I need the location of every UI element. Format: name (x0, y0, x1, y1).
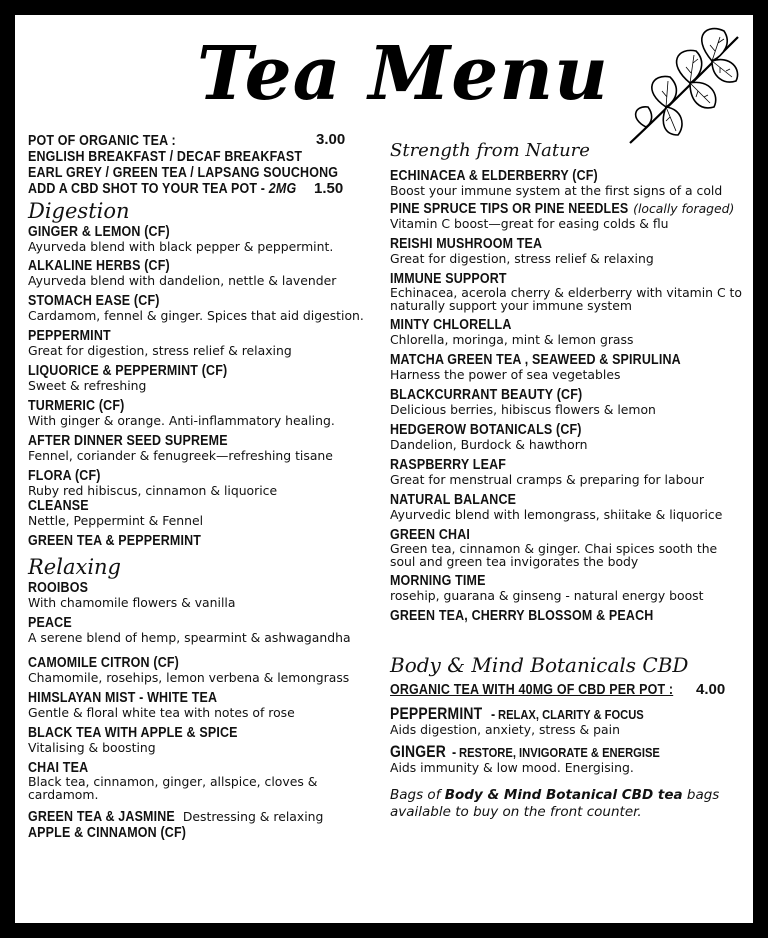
relaxing-item (28, 825, 388, 841)
cbd-shot-row (28, 181, 388, 197)
relaxing-item (28, 725, 388, 755)
relaxing-item (28, 690, 388, 720)
item-note: (locally foraged) (633, 201, 735, 216)
item-name: GINGER (390, 742, 446, 761)
strength-item (390, 387, 746, 417)
item-desc: Aids immunity & low mood. Energising. (390, 760, 634, 775)
item-desc: Cardamom, fennel & ginger. Spices that aid digestion. (28, 308, 364, 323)
item-desc: Nettle, Peppermint & Fennel (28, 513, 204, 528)
item-desc: Aids digestion, anxiety, stress & pain (390, 722, 620, 737)
menu-card (15, 15, 753, 923)
item-desc: Delicious berries, hibiscus flowers & lemon (390, 402, 656, 417)
cbd-shot-label: ADD A CBD SHOT TO YOUR TEA POT - (28, 181, 269, 197)
item-desc: Dandelion, Burdock & hawthorn (390, 437, 588, 452)
note-text: Bags of (390, 787, 445, 803)
organic-pot-line2: EARL GREY / GREEN TEA / LAPSANG SOUCHONG (28, 165, 339, 181)
item-name: GREEN CHAI (390, 527, 471, 543)
menu-title: Tea Menu (197, 31, 609, 117)
relaxing-heading: Relaxing (28, 555, 122, 579)
leaf-branch-icon (620, 25, 745, 150)
item-name: REISHI MUSHROOM TEA (390, 236, 543, 252)
item-desc: Fennel, coriander & fenugreek—refreshing tisane (28, 448, 333, 463)
item-desc: A serene blend of hemp, spearmint & ashwagandha (28, 630, 351, 645)
digestion-item (28, 468, 388, 498)
item-name: TURMERIC (CF) (28, 398, 125, 414)
item-name: MATCHA GREEN TEA , SEAWEED & SPIRULINA (390, 352, 681, 368)
strength-item (390, 457, 746, 487)
cbd-pot-label: ORGANIC TEA WITH 40MG OF CBD PER POT : (390, 682, 674, 698)
item-name: PEACE (28, 615, 72, 631)
strength-item (390, 168, 746, 198)
item-desc: Great for digestion, stress relief & relaxing (28, 343, 292, 358)
item-desc: Green tea, cinnamon & ginger. Chai spices sooth the soul and green tea invigorates the body (390, 541, 718, 569)
cbd-pot-row (390, 682, 746, 698)
strength-item (390, 492, 746, 522)
item-desc: Echinacea, acerola cherry & elderberry with vitamin C to naturally support your immune system (390, 285, 742, 313)
item-name: STOMACH EASE (CF) (28, 293, 160, 309)
digestion-item (28, 328, 388, 358)
item-desc: Great for menstrual cramps & preparing for labour (390, 472, 704, 487)
relaxing-item (28, 655, 388, 685)
strength-item (390, 271, 746, 312)
item-name: PEPPERMINT (390, 704, 483, 723)
digestion-item (28, 398, 388, 428)
note-text-end: bags available to buy on the front counter. (390, 787, 720, 820)
item-name: ROOIBOS (28, 580, 89, 596)
relaxing-item (28, 760, 388, 801)
strength-item (390, 422, 746, 452)
note-bold: Body & Mind Botanical CBD tea (444, 787, 683, 803)
cbd-pot-price: 4.00 (696, 681, 726, 698)
relaxing-item (28, 615, 388, 645)
item-desc: Boost your immune system at the first signs of a cold (390, 183, 723, 198)
item-name: ALKALINE HERBS (CF) (28, 258, 170, 274)
relaxing-item (28, 580, 388, 610)
organic-pot-row (28, 133, 388, 149)
cbd-bags-note (390, 787, 746, 821)
strength-item (390, 198, 746, 231)
digestion-item (28, 433, 388, 463)
item-name: MORNING TIME (390, 573, 486, 589)
cbd-item: PEPPERMINT-RELAX, CLARITY & FOCUS Aids digestion, anxiety, stress & pain (390, 704, 746, 737)
item-desc: Sweet & refreshing (28, 378, 147, 393)
item-name: BLACKCURRANT BEAUTY (CF) (390, 387, 583, 403)
item-desc: Chlorella, moringa, mint & lemon grass (390, 332, 634, 347)
digestion-heading: Digestion (28, 199, 130, 223)
item-name: PINE SPRUCE TIPS OR PINE NEEDLES (390, 201, 629, 217)
item-name: APPLE & CINNAMON (CF) (28, 825, 187, 841)
right-column (390, 140, 746, 821)
item-name: FLORA (CF) (28, 468, 101, 484)
strength-item (390, 317, 746, 347)
item-name: GINGER & LEMON (CF) (28, 224, 170, 240)
item-name: GREEN TEA & JASMINE (28, 809, 175, 825)
item-desc: Vitalising & boosting (28, 740, 156, 755)
item-desc: With ginger & orange. Anti-inflammatory healing. (28, 413, 335, 428)
digestion-item (28, 293, 388, 323)
item-name: NATURAL BALANCE (390, 492, 517, 508)
cbd-heading: Body & Mind Botanicals CBD (390, 653, 689, 677)
item-name: IMMUNE SUPPORT (390, 271, 507, 287)
item-desc: rosehip, guarana & ginseng - natural energy boost (390, 588, 704, 603)
cbd-shot-price: 1.50 (314, 180, 344, 197)
item-desc: Ayurveda blend with dandelion, nettle & lavender (28, 273, 337, 288)
organic-pot-line1: ENGLISH BREAKFAST / DECAF BREAKFAST (28, 149, 303, 165)
item-name: PEPPERMINT (28, 328, 111, 344)
item-desc: Harness the power of sea vegetables (390, 367, 621, 382)
strength-heading: Strength from Nature (390, 140, 590, 161)
item-name: MINTY CHLORELLA (390, 317, 512, 333)
item-name: HIMSLAYAN MIST - WHITE TEA (28, 690, 218, 706)
strength-item (390, 236, 746, 266)
strength-item (390, 352, 746, 382)
item-desc: Ruby red hibiscus, cinnamon & liquorice (28, 483, 278, 498)
item-name: CLEANSE (28, 498, 89, 514)
digestion-item (28, 533, 388, 549)
digestion-item (28, 224, 388, 254)
item-name: CAMOMILE CITRON (CF) (28, 655, 179, 671)
organic-pot-price: 3.00 (316, 131, 346, 148)
digestion-item (28, 498, 388, 528)
cbd-item: GINGER-RESTORE, INVIGORATE & ENERGISE Aids immunity & low mood. Energising. (390, 742, 746, 775)
item-sub: RESTORE, INVIGORATE & ENERGISE (459, 745, 661, 760)
left-column (28, 133, 388, 846)
strength-item (390, 573, 746, 603)
item-name: BLACK TEA WITH APPLE & SPICE (28, 725, 238, 741)
item-name: AFTER DINNER SEED SUPREME (28, 433, 228, 449)
item-name: ECHINACEA & ELDERBERRY (CF) (390, 168, 598, 184)
strength-item (390, 608, 746, 624)
item-name: GREEN TEA & PEPPERMINT (28, 533, 202, 549)
item-name: GREEN TEA, CHERRY BLOSSOM & PEACH (390, 608, 654, 624)
item-name: RASPBERRY LEAF (390, 457, 507, 473)
item-desc: Ayurvedic blend with lemongrass, shiitake & liquorice (390, 507, 723, 522)
digestion-item (28, 258, 388, 288)
digestion-item (28, 363, 388, 393)
item-desc: Ayurveda blend with black pepper & peppermint. (28, 239, 334, 254)
cbd-shot-amount: 2MG (268, 181, 297, 197)
item-desc: Vitamin C boost—great for easing colds & flu (390, 216, 669, 231)
item-name: HEDGEROW BOTANICALS (CF) (390, 422, 582, 438)
item-desc: Great for digestion, stress relief & relaxing (390, 251, 654, 266)
item-desc: Destressing & relaxing (182, 809, 324, 824)
relaxing-item (28, 806, 388, 825)
item-sub: RELAX, CLARITY & FOCUS (497, 707, 644, 722)
strength-item (390, 527, 746, 568)
item-desc: Chamomile, rosehips, lemon verbena & lemongrass (28, 670, 350, 685)
item-name: LIQUORICE & PEPPERMINT (CF) (28, 363, 228, 379)
item-desc: With chamomile flowers & vanilla (28, 595, 236, 610)
organic-pot-label: POT OF ORGANIC TEA : (28, 133, 176, 149)
item-desc: Black tea, cinnamon, ginger, allspice, cloves & cardamom. (28, 774, 318, 802)
item-name: CHAI TEA (28, 760, 89, 776)
item-desc: Gentle & floral white tea with notes of rose (28, 705, 295, 720)
